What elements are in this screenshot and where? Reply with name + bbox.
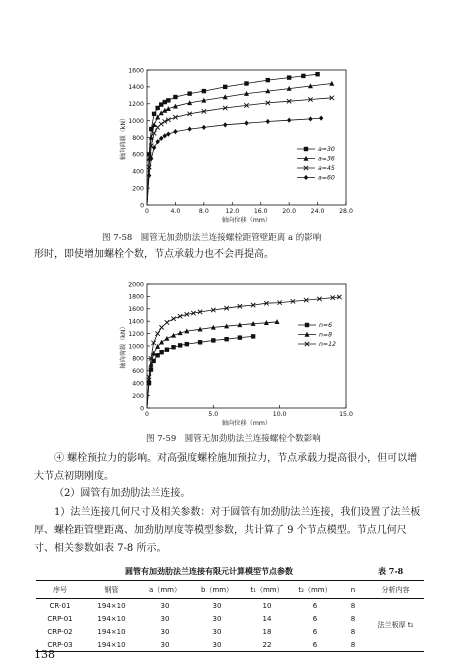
chart2-ytick-label: 1000 xyxy=(128,343,144,351)
header-n: n xyxy=(350,585,356,594)
chart-fig-7-58 xyxy=(100,60,360,230)
chart2-series-2-point xyxy=(159,325,163,329)
table-cell: 30 xyxy=(212,627,222,636)
chart2-series-0-point xyxy=(178,343,182,347)
chart1-legend-label-2: a=45 xyxy=(318,165,335,173)
chart1-series-2-point xyxy=(159,122,163,126)
chart1-series-0-point xyxy=(287,75,291,79)
table-cell: CR-01 xyxy=(49,601,71,610)
header-b: b（mm） xyxy=(200,585,234,594)
chart2-series-0-point xyxy=(224,337,228,341)
parameter-table xyxy=(36,580,424,652)
chart2-series-1-point xyxy=(164,336,169,341)
chart1-series-0-point xyxy=(315,72,319,76)
chart1-ytick-label: 600 xyxy=(132,151,144,159)
chart1-x-axis-label: 轴向位移（mm） xyxy=(221,217,272,224)
table-cell: 194×10 xyxy=(97,627,126,636)
chart2-xtick-label: 0 xyxy=(145,411,149,418)
chart-fig-7-58-svg xyxy=(100,60,360,230)
chart1-series-0-point xyxy=(223,85,227,89)
chart2-series-2-point xyxy=(155,331,159,335)
chart1-series-3-point xyxy=(244,121,248,126)
paragraph-section-heading: （2）圆管有加劲肋法兰连接。 xyxy=(54,488,191,499)
chart2-series-0-point xyxy=(211,338,215,342)
page-number: 138 xyxy=(34,648,55,661)
chart2-series-1-point xyxy=(159,340,164,345)
chart1-ytick-label: 0 xyxy=(140,202,144,210)
chart1-series-line-2 xyxy=(147,98,332,205)
table-cell: 30 xyxy=(160,614,170,623)
chart2-series-0-point xyxy=(171,345,175,349)
chart2-ytick-label: 1200 xyxy=(128,330,144,338)
chart2-ytick-label: 1600 xyxy=(128,306,144,314)
table-cell: 30 xyxy=(160,640,170,649)
header-analysis: 分析内容 xyxy=(381,585,410,594)
chart1-series-1-point xyxy=(329,81,334,86)
chart1-ytick-label: 1000 xyxy=(128,117,144,125)
chart2-series-line-2 xyxy=(147,297,339,408)
table-cell: 10 xyxy=(262,601,272,610)
table-cell: 6 xyxy=(312,640,318,649)
chart1-plot-frame xyxy=(147,70,346,205)
chart2-series-0-point xyxy=(155,353,159,357)
chart1-series-3-point xyxy=(223,122,227,127)
chart1-series-line-3 xyxy=(147,118,321,205)
chart2-legend-label-0: n=6 xyxy=(319,322,333,330)
chart2-series-line-1 xyxy=(147,322,277,408)
table-row xyxy=(36,638,424,652)
figure-caption-7-58: 图 7-58 圆管无加劲肋法兰连接螺栓距管壁距离 a 的影响 xyxy=(102,233,322,243)
table-cell: 6 xyxy=(312,627,318,636)
chart2-x-axis-label: 轴向位移（mm） xyxy=(221,420,272,427)
chart1-series-0-point xyxy=(173,95,177,99)
chart2-series-0-point xyxy=(251,334,255,338)
table-cell: 194×10 xyxy=(97,640,126,649)
chart1-series-3-point xyxy=(319,115,323,120)
chart-fig-7-59 xyxy=(100,278,360,431)
chart1-xtick-label: 8.0 xyxy=(198,208,209,215)
table-cell: CRP-01 xyxy=(47,614,73,623)
chart1-series-3-point xyxy=(173,129,177,134)
table-cell: 6 xyxy=(312,601,318,610)
table-cell: 8 xyxy=(350,614,356,623)
chart1-xtick-label: 24.0 xyxy=(310,208,325,215)
chart1-legend-marker-3 xyxy=(304,175,308,180)
table-row xyxy=(36,625,424,638)
chart2-legend-label-2: n=12 xyxy=(319,341,336,349)
header-a: a（mm） xyxy=(149,585,181,594)
table-cell: 6 xyxy=(312,614,318,623)
table-cell: 22 xyxy=(262,640,272,649)
chart2-xtick-label: 5.0 xyxy=(208,411,219,418)
table-cell: 30 xyxy=(160,601,170,610)
chart1-ytick-label: 1400 xyxy=(128,84,144,92)
chart2-ytick-label: 0 xyxy=(140,405,144,413)
chart2-series-0-point xyxy=(159,350,163,354)
table-cell: 194×10 xyxy=(97,614,126,623)
chart2-series-0-point xyxy=(198,340,202,344)
chart2-ytick-label: 400 xyxy=(132,380,144,388)
chart1-y-axis-label: 轴向荷载（kN） xyxy=(120,114,127,161)
table-cell-analysis: 法兰板厚 t₁ xyxy=(377,621,414,629)
chart1-series-line-1 xyxy=(147,84,332,206)
chart1-xtick-label: 16.0 xyxy=(253,208,268,215)
table-cell: CRP-02 xyxy=(47,627,73,636)
header-t2: t₂（mm） xyxy=(298,585,332,594)
chart2-series-0-point xyxy=(165,348,169,352)
paragraph-bolt-pretension: ④ 螺栓预拉力的影响。对高强度螺栓施加预拉力，节点承载力提高很小，但可以增大节点初期刚度。 xyxy=(34,453,418,482)
chart1-series-0-point xyxy=(187,91,191,95)
chart1-series-1-point xyxy=(159,110,164,115)
chart1-series-3-point xyxy=(266,119,270,124)
chart2-series-2-point xyxy=(171,317,175,321)
chart1-series-0-point xyxy=(266,78,270,82)
chart1-xtick-label: 20.0 xyxy=(282,208,297,215)
table-cell: 8 xyxy=(350,640,356,649)
chart2-series-line-0 xyxy=(147,336,253,408)
table-cell: 8 xyxy=(350,601,356,610)
chart1-xtick-label: 12.0 xyxy=(225,208,240,215)
paragraph-continuation: 形时，即使增加螺栓个数，节点承载力也不会再提高。 xyxy=(34,249,274,260)
chart2-xtick-label: 10.0 xyxy=(272,411,287,418)
table-cell: 194×10 xyxy=(97,601,126,610)
chart1-series-3-point xyxy=(202,125,206,130)
chart2-ytick-label: 600 xyxy=(132,368,144,376)
chart1-series-0-point xyxy=(301,74,305,78)
chart1-legend-label-3: a=60 xyxy=(318,174,335,182)
chart1-ytick-label: 1200 xyxy=(128,101,144,109)
chart1-xtick-label: 0 xyxy=(145,208,149,215)
table-cell: 30 xyxy=(160,627,170,636)
chart1-series-line-0 xyxy=(147,74,318,205)
chart1-series-0-point xyxy=(152,112,156,116)
chart2-ytick-label: 1800 xyxy=(128,293,144,301)
chart2-series-2-point xyxy=(165,320,169,324)
table-cell: CRP-03 xyxy=(47,640,73,649)
chart2-series-2-point xyxy=(178,314,182,318)
header-index: 序号 xyxy=(53,585,67,594)
chart1-ytick-label: 800 xyxy=(132,134,144,142)
paragraph-geometry-params: 1）法兰连接几何尺寸及相关参数：对于圆管有加劲肋法兰连接，我们设置了法兰板厚、螺栓距管壁距离、加劲肋厚度等模型参数，共计算了 9 个节点模型。节点几何尺寸、相关参数如表 7-8 所示。 xyxy=(34,507,421,554)
chart1-series-3-point xyxy=(147,173,151,178)
chart2-ytick-label: 200 xyxy=(132,392,144,400)
chart1-ytick-label: 1600 xyxy=(128,67,144,75)
table-cell: 8 xyxy=(350,627,356,636)
chart1-ytick-label: 200 xyxy=(132,185,144,193)
table-cell: 30 xyxy=(212,601,222,610)
chart1-xtick-label: 4.0 xyxy=(170,208,181,215)
figure-caption-7-59: 图 7-59 圆管无加劲肋法兰连接螺栓个数影响 xyxy=(146,434,321,444)
header-t1: t₁（mm） xyxy=(250,585,284,594)
chart2-legend-label-1: n=8 xyxy=(319,331,333,339)
chart2-y-axis-label: 轴向荷载（kN） xyxy=(120,323,127,369)
header-steel-pipe: 钢管 xyxy=(104,585,119,594)
chart1-legend-label-1: a=36 xyxy=(318,155,335,163)
table-row xyxy=(36,612,424,625)
chart1-legend-marker-0 xyxy=(304,147,308,151)
table-row xyxy=(36,599,424,613)
chart2-ytick-label: 800 xyxy=(132,355,144,363)
table-cell: 14 xyxy=(262,614,272,623)
chart1-series-3-point xyxy=(287,118,291,123)
chart2-xtick-label: 15.0 xyxy=(339,411,353,418)
chart1-series-3-point xyxy=(187,126,191,131)
chart1-series-0-point xyxy=(244,81,248,85)
table-cell: 30 xyxy=(212,614,222,623)
table-title: 圆管有加劲肋法兰连接有限元计算模型节点参数 xyxy=(125,566,293,576)
chart-fig-7-59-svg xyxy=(100,278,360,431)
chart2-ytick-label: 1400 xyxy=(128,318,144,326)
chart2-legend-marker-0 xyxy=(305,323,309,327)
table-cell: 18 xyxy=(262,627,272,636)
chart1-series-3-point xyxy=(308,116,312,121)
table-number: 表 7-8 xyxy=(378,566,404,576)
table-header-row xyxy=(36,581,424,599)
chart1-xtick-label: 28.0 xyxy=(339,208,353,215)
chart1-legend-label-0: a=30 xyxy=(318,146,335,154)
chart2-series-0-point xyxy=(238,335,242,339)
chart1-series-0-point xyxy=(166,98,170,102)
chart1-series-0-point xyxy=(202,89,206,93)
chart2-ytick-label: 2000 xyxy=(128,281,144,289)
table-cell: 30 xyxy=(212,640,222,649)
chart1-ytick-label: 400 xyxy=(132,168,144,176)
chart2-series-0-point xyxy=(185,342,189,346)
